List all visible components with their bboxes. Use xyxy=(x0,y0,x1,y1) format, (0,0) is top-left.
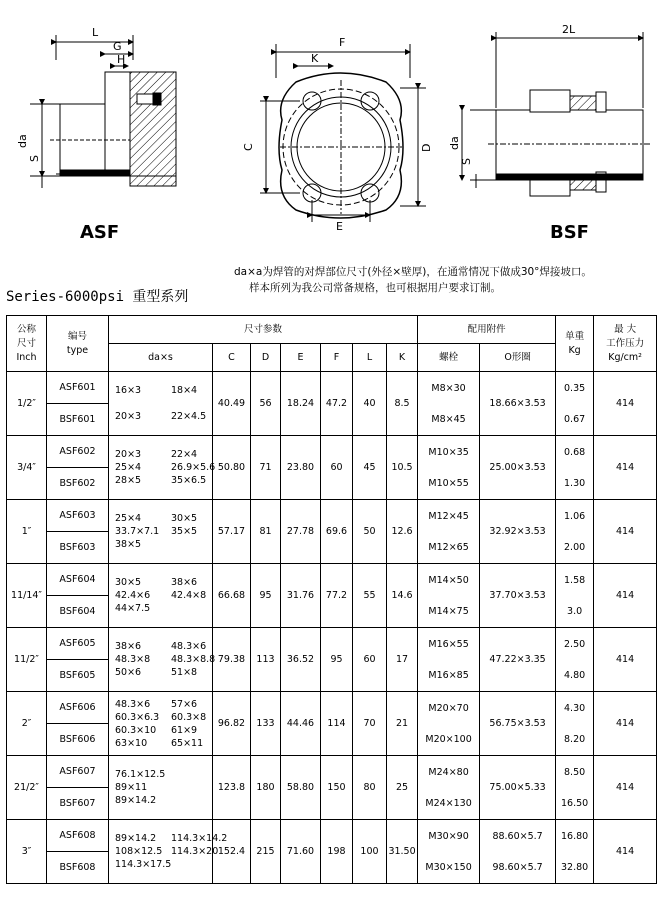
cell-L: 55 xyxy=(353,564,387,628)
cell-bolt xyxy=(418,820,480,884)
cell-code xyxy=(47,820,109,884)
da-s-line xyxy=(115,698,212,711)
da-s-value: 60.3×8 xyxy=(171,711,207,723)
bolt-asf: M8×30 xyxy=(431,382,466,394)
da-s-line xyxy=(115,384,212,397)
header-das: da×s xyxy=(109,344,213,372)
code-asf: ASF604 xyxy=(47,564,108,596)
weight-asf: 0.35 xyxy=(564,382,586,394)
da-s-line xyxy=(115,512,212,525)
cell-code xyxy=(47,692,109,756)
bolt-asf: M20×70 xyxy=(428,702,469,714)
cell-weight xyxy=(556,564,594,628)
cell-K: 25 xyxy=(387,756,418,820)
code-asf: ASF601 xyxy=(47,372,108,404)
cell-F: 95 xyxy=(321,628,353,692)
cell-L: 100 xyxy=(353,820,387,884)
cell-oring: 37.70×3.53 xyxy=(480,564,556,628)
table-row xyxy=(7,820,657,884)
bolt-bsf: M12×65 xyxy=(428,541,469,553)
oring-asf: 88.60×5.7 xyxy=(492,830,543,842)
code-bsf: BSF608 xyxy=(59,862,96,873)
bolt-asf: M12×45 xyxy=(428,510,469,522)
bolt-asf: M14×50 xyxy=(428,574,469,586)
cell-C: 66.68 xyxy=(213,564,251,628)
bolt-bsf: M16×85 xyxy=(428,669,469,681)
da-s-value: 25×4 xyxy=(115,513,142,524)
bolt-bsf: M10×55 xyxy=(428,477,469,489)
table-row xyxy=(7,564,657,628)
cell-E: 71.60 xyxy=(281,820,321,884)
asf-drawing xyxy=(30,35,176,188)
da-s-value: 76.1×12.5 xyxy=(115,769,166,780)
cell-E: 44.46 xyxy=(281,692,321,756)
cell-size: 3″ xyxy=(7,820,47,884)
da-s-line xyxy=(115,397,212,410)
asf-dim-L: L xyxy=(92,26,99,39)
cell-bolt xyxy=(418,372,480,436)
header-C: C xyxy=(213,344,251,372)
bolt-asf: M24×80 xyxy=(428,766,469,778)
bolt-asf: M30×90 xyxy=(428,830,469,842)
cell-D: 113 xyxy=(251,628,281,692)
weight-asf: 4.30 xyxy=(564,702,586,714)
da-s-value: 42.4×6 xyxy=(115,590,151,601)
cell-da-s xyxy=(109,628,216,692)
cell-oring: 75.00×5.33 xyxy=(480,756,556,820)
da-s-value: 60.3×10 xyxy=(115,724,157,736)
table-row xyxy=(7,372,657,436)
header-D: D xyxy=(251,344,281,372)
da-s-value: 48.3×6 xyxy=(171,641,207,652)
da-s-value: 16×3 xyxy=(115,385,142,396)
da-s-value: 51×8 xyxy=(171,667,198,678)
header-weight: 单重 Kg xyxy=(556,316,594,372)
note-weld-spec: da×a为焊管的对焊部位尺寸(外径×壁厚)，在通常情况下做成30°焊接坡口。 xyxy=(234,266,592,278)
weight-bsf: 32.80 xyxy=(560,861,589,873)
code-asf: ASF602 xyxy=(47,436,108,468)
cell-D: 56 xyxy=(251,372,281,436)
cell-E: 27.78 xyxy=(281,500,321,564)
bsf-drawing xyxy=(462,32,650,196)
weight-asf: 1.58 xyxy=(564,574,586,586)
da-s-line xyxy=(115,858,212,871)
da-s-line xyxy=(115,576,212,589)
cell-D: 81 xyxy=(251,500,281,564)
cell-E: 23.80 xyxy=(281,436,321,500)
cell-size: 21/2″ xyxy=(7,756,47,820)
cell-weight xyxy=(556,500,594,564)
cell-L: 60 xyxy=(353,628,387,692)
da-s-line xyxy=(115,711,212,724)
cell-weight xyxy=(556,436,594,500)
da-s-value: 61×9 xyxy=(171,724,198,736)
cell-L: 45 xyxy=(353,436,387,500)
table-row xyxy=(7,436,657,500)
bolt-bsf: M20×100 xyxy=(425,733,472,745)
header-E: E xyxy=(281,344,321,372)
cell-F: 114 xyxy=(321,692,353,756)
da-s-value: 20×3 xyxy=(115,411,142,422)
da-s-line xyxy=(115,410,212,423)
code-bsf: BSF605 xyxy=(59,670,96,681)
cell-C: 57.17 xyxy=(213,500,251,564)
table-row xyxy=(7,692,657,756)
cell-weight xyxy=(556,628,594,692)
bolt-bsf: M30×150 xyxy=(425,861,472,873)
bolt-asf: M16×55 xyxy=(428,638,469,650)
da-s-value: 114.3×14.2 xyxy=(171,833,228,844)
da-s-line xyxy=(115,448,212,461)
code-bsf: BSF602 xyxy=(59,478,96,489)
da-s-line xyxy=(115,640,212,653)
da-s-value: 38×6 xyxy=(171,577,198,588)
spec-table-body xyxy=(7,372,657,884)
cell-pressure: 414 xyxy=(594,564,657,628)
cell-oring: 47.22×3.35 xyxy=(480,628,556,692)
da-s-line xyxy=(115,781,212,794)
cell-da-s xyxy=(109,564,213,628)
header-dims: 尺寸参数 xyxy=(109,316,418,344)
header-F: F xyxy=(321,344,353,372)
cell-pressure: 414 xyxy=(594,500,657,564)
flange-dim-E: E xyxy=(336,220,343,233)
cell-code xyxy=(47,564,109,628)
da-s-line xyxy=(115,653,216,666)
da-s-value: 22×4 xyxy=(171,449,198,460)
asf-dim-da: da xyxy=(16,134,29,148)
da-s-value: 28×5 xyxy=(115,475,142,486)
weight-asf: 8.50 xyxy=(564,766,586,778)
table-row xyxy=(7,628,657,692)
cell-size: 11/14″ xyxy=(7,564,47,628)
code-bsf: BSF603 xyxy=(59,542,96,553)
cell-F: 198 xyxy=(321,820,353,884)
cell-size: 1″ xyxy=(7,500,47,564)
da-s-line xyxy=(115,794,212,807)
oring-bsf: 98.60×5.7 xyxy=(492,861,543,873)
cell-D: 215 xyxy=(251,820,281,884)
cell-L: 50 xyxy=(353,500,387,564)
da-s-line xyxy=(115,845,219,858)
cell-da-s xyxy=(109,500,213,564)
cell-E: 58.80 xyxy=(281,756,321,820)
da-s-value: 63×10 xyxy=(115,737,148,749)
cell-C: 96.82 xyxy=(213,692,251,756)
cell-da-s xyxy=(109,436,216,500)
da-s-value: 44×7.5 xyxy=(115,603,151,614)
cell-K: 21 xyxy=(387,692,418,756)
header-oring: O形圈 xyxy=(480,344,556,372)
cell-D: 95 xyxy=(251,564,281,628)
da-s-line xyxy=(115,602,212,615)
cell-F: 69.6 xyxy=(321,500,353,564)
da-s-value: 48.3×8.8 xyxy=(171,654,216,665)
cell-L: 40 xyxy=(353,372,387,436)
cell-size: 3/4″ xyxy=(7,436,47,500)
cell-bolt xyxy=(418,564,480,628)
cell-size: 1/2″ xyxy=(7,372,47,436)
cell-oring: 32.92×3.53 xyxy=(480,500,556,564)
da-s-value: 38×5 xyxy=(115,539,142,550)
weight-bsf: 2.00 xyxy=(564,541,586,553)
cell-pressure: 414 xyxy=(594,820,657,884)
cell-pressure: 414 xyxy=(594,372,657,436)
flange-dim-K: K xyxy=(311,52,319,65)
cell-da-s xyxy=(109,820,228,884)
weight-bsf: 1.30 xyxy=(564,477,586,489)
code-bsf: BSF606 xyxy=(59,734,96,745)
cell-F: 77.2 xyxy=(321,564,353,628)
da-s-value: 60.3×6.3 xyxy=(115,711,160,723)
weight-asf: 0.68 xyxy=(564,446,586,458)
cell-F: 150 xyxy=(321,756,353,820)
flange-dim-D: D xyxy=(420,143,433,152)
cell-pressure: 414 xyxy=(594,756,657,820)
flange-dim-C: C xyxy=(242,143,255,151)
bsf-dim-2L: 2L xyxy=(562,23,576,36)
cell-weight xyxy=(556,372,594,436)
cell-code xyxy=(47,628,109,692)
da-s-line xyxy=(115,461,216,474)
code-bsf: BSF601 xyxy=(59,414,96,425)
table-row xyxy=(7,756,657,820)
cell-K: 12.6 xyxy=(387,500,418,564)
da-s-value: 89×11 xyxy=(115,782,148,793)
bsf-label: BSF xyxy=(550,222,589,243)
da-s-value: 48.3×8 xyxy=(115,654,151,665)
da-s-value: 89×14.2 xyxy=(115,833,157,844)
da-s-line xyxy=(115,525,212,538)
cell-D: 180 xyxy=(251,756,281,820)
cell-E: 36.52 xyxy=(281,628,321,692)
code-asf: ASF605 xyxy=(47,628,108,660)
cell-D: 133 xyxy=(251,692,281,756)
da-s-value: 18×4 xyxy=(171,385,198,396)
cell-D: 71 xyxy=(251,436,281,500)
bsf-dim-S: S xyxy=(460,158,473,165)
technical-drawings xyxy=(0,0,658,262)
da-s-value: 26.9×5.6 xyxy=(171,462,216,473)
cell-code xyxy=(47,436,109,500)
da-s-value: 48.3×6 xyxy=(115,698,151,710)
da-s-value: 35×6.5 xyxy=(171,475,207,486)
da-s-line xyxy=(115,832,228,845)
cell-L: 70 xyxy=(353,692,387,756)
weight-bsf: 4.80 xyxy=(564,669,586,681)
header-K: K xyxy=(387,344,418,372)
table-row xyxy=(7,500,657,564)
da-s-value: 25×4 xyxy=(115,462,142,473)
asf-dim-G: G xyxy=(113,40,122,53)
cell-bolt xyxy=(418,628,480,692)
header-nominal: 公称 尺寸 Inch xyxy=(7,316,47,372)
da-s-line xyxy=(115,768,212,781)
note-stock-spec: 样本所列为我公司常备规格，也可根据用户要求订制。 xyxy=(249,282,501,294)
code-asf: ASF603 xyxy=(47,500,108,532)
asf-dim-S: S xyxy=(28,155,41,162)
cell-code xyxy=(47,756,109,820)
cell-bolt xyxy=(418,756,480,820)
cell-E: 31.76 xyxy=(281,564,321,628)
code-bsf: BSF607 xyxy=(59,798,96,809)
cell-K: 14.6 xyxy=(387,564,418,628)
weight-bsf: 3.0 xyxy=(567,605,583,617)
da-s-line xyxy=(115,737,212,750)
da-s-value: 22×4.5 xyxy=(171,411,207,422)
cell-L: 80 xyxy=(353,756,387,820)
cell-size: 2″ xyxy=(7,692,47,756)
weight-bsf: 8.20 xyxy=(564,733,586,745)
da-s-value: 114.3×20 xyxy=(171,846,219,857)
cell-oring: 56.75×3.53 xyxy=(480,692,556,756)
code-bsf: BSF604 xyxy=(59,606,96,617)
da-s-value: 35×5 xyxy=(171,526,198,537)
da-s-value: 108×12.5 xyxy=(115,846,163,857)
cell-K: 17 xyxy=(387,628,418,692)
da-s-line xyxy=(115,589,212,602)
cell-K: 10.5 xyxy=(387,436,418,500)
cell-oring: 25.00×3.53 xyxy=(480,436,556,500)
cell-oring: 18.66×3.53 xyxy=(480,372,556,436)
asf-label: ASF xyxy=(80,222,120,243)
cell-C: 79.38 xyxy=(213,628,251,692)
cell-C: 152.4 xyxy=(213,820,251,884)
cell-da-s xyxy=(109,372,213,436)
header-parts: 配用附件 xyxy=(418,316,556,344)
da-s-value: 65×11 xyxy=(171,737,204,749)
da-s-value: 114.3×17.5 xyxy=(115,859,172,870)
cell-pressure: 414 xyxy=(594,692,657,756)
cell-da-s xyxy=(109,692,213,756)
weight-asf: 2.50 xyxy=(564,638,586,650)
asf-dim-H: H xyxy=(117,53,126,66)
da-s-line xyxy=(115,538,212,551)
da-s-value: 50×6 xyxy=(115,667,142,678)
cell-code xyxy=(47,372,109,436)
cell-weight xyxy=(556,756,594,820)
bolt-bsf: M8×45 xyxy=(431,413,466,425)
cell-pressure: 414 xyxy=(594,436,657,500)
cell-C: 40.49 xyxy=(213,372,251,436)
da-s-value: 20×3 xyxy=(115,449,142,460)
spec-table xyxy=(6,315,657,884)
bolt-bsf: M14×75 xyxy=(428,605,469,617)
da-s-line xyxy=(115,474,212,487)
cell-bolt xyxy=(418,436,480,500)
cell-K: 8.5 xyxy=(387,372,418,436)
cell-F: 47.2 xyxy=(321,372,353,436)
da-s-value: 33.7×7.1 xyxy=(115,526,160,537)
cell-K: 31.50 xyxy=(387,820,418,884)
weight-bsf: 0.67 xyxy=(564,413,586,425)
da-s-value: 42.4×8 xyxy=(171,590,207,601)
cell-C: 50.80 xyxy=(213,436,251,500)
cell-size: 11/2″ xyxy=(7,628,47,692)
series-title: Series-6000psi 重型系列 xyxy=(6,289,189,305)
flange-dim-F: F xyxy=(339,36,346,49)
cell-pressure: 414 xyxy=(594,628,657,692)
header-pressure: 最 大 工作压力 Kg/cm² xyxy=(594,316,657,372)
cell-weight xyxy=(556,692,594,756)
da-s-value: 89×14.2 xyxy=(115,795,157,806)
cell-da-s xyxy=(109,756,213,820)
cell-bolt xyxy=(418,500,480,564)
header-L: L xyxy=(353,344,387,372)
weight-asf: 1.06 xyxy=(564,510,586,522)
bsf-dim-da: da xyxy=(448,136,461,150)
header-bolt: 螺栓 xyxy=(418,344,480,372)
cell-E: 18.24 xyxy=(281,372,321,436)
cell-weight xyxy=(556,820,594,884)
bolt-bsf: M24×130 xyxy=(425,797,472,809)
da-s-line xyxy=(115,666,212,679)
flange-drawing xyxy=(260,44,426,222)
da-s-value: 57×6 xyxy=(171,698,198,710)
da-s-line xyxy=(115,724,212,737)
code-asf: ASF607 xyxy=(47,756,108,788)
cell-oring xyxy=(480,820,556,884)
cell-F: 60 xyxy=(321,436,353,500)
da-s-value: 38×6 xyxy=(115,641,142,652)
cell-code xyxy=(47,500,109,564)
code-asf: ASF606 xyxy=(47,692,108,724)
weight-bsf: 16.50 xyxy=(560,797,589,809)
code-asf: ASF608 xyxy=(47,820,108,852)
cell-C: 123.8 xyxy=(213,756,251,820)
da-s-value: 30×5 xyxy=(115,577,142,588)
da-s-value: 30×5 xyxy=(171,513,198,524)
bolt-asf: M10×35 xyxy=(428,446,469,458)
header-code: 编号 type xyxy=(47,316,109,372)
weight-asf: 16.80 xyxy=(560,830,589,842)
cell-bolt xyxy=(418,692,480,756)
